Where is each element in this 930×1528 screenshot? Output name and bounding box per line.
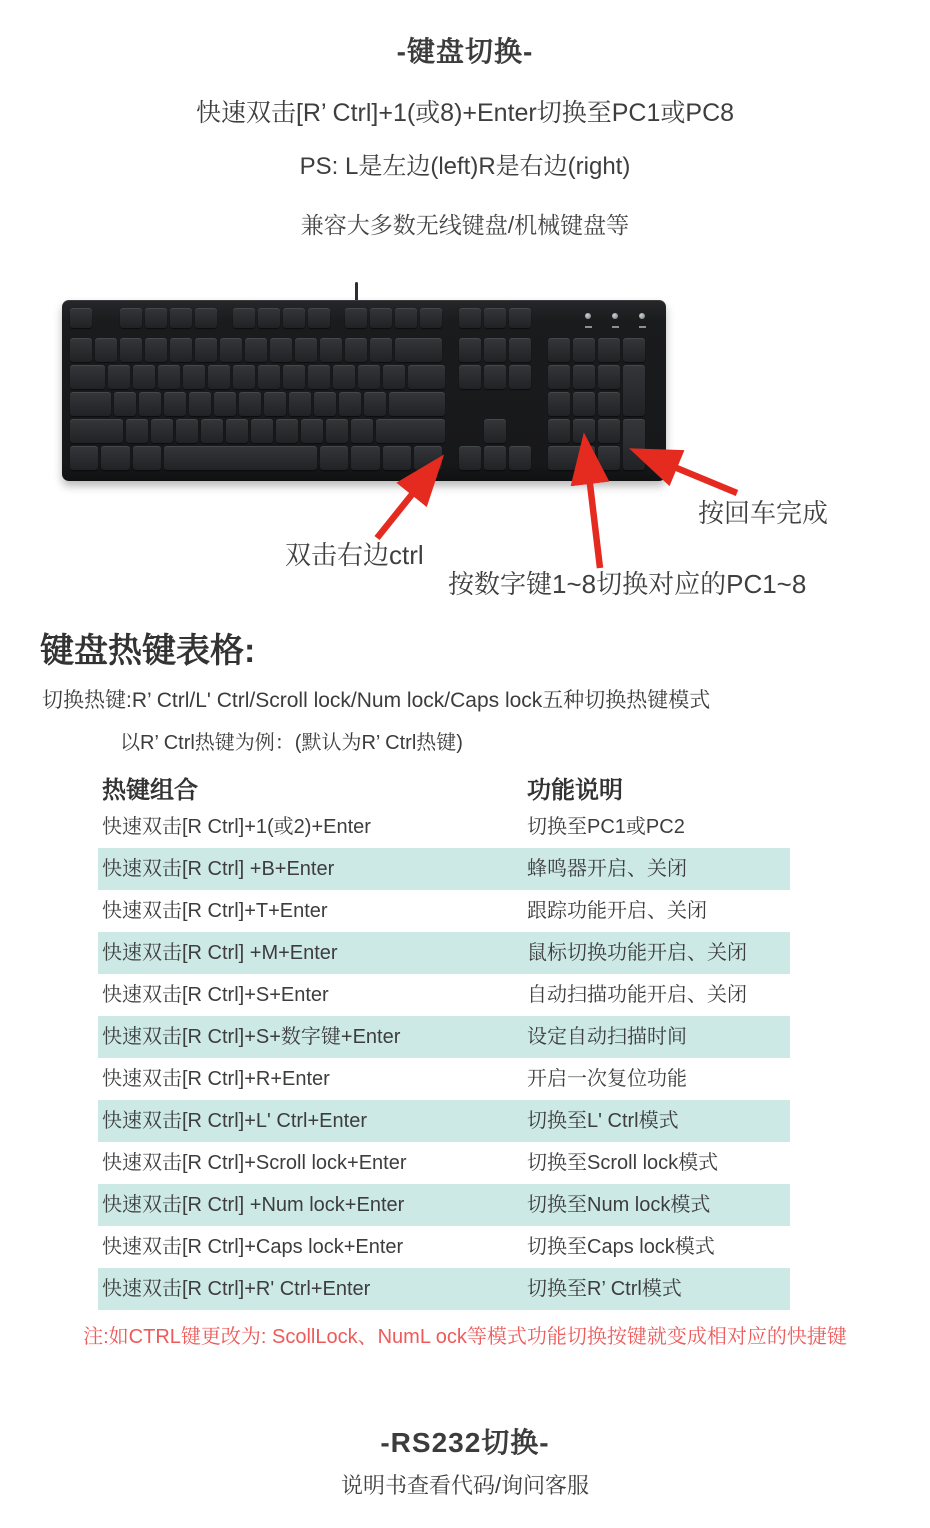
keyboard-key [164,446,317,470]
keyboard-key [258,365,280,389]
rs232-section-subtitle: 说明书查看代码/询问客服 [340,1473,590,1498]
label-double-click-right-ctrl: 双击右边ctrl [285,540,424,570]
keyboard-key [245,338,267,362]
keyboard-key [295,338,317,362]
keyboard-key [264,392,286,416]
keyboard-key [345,308,367,328]
keyboard-key [258,308,280,328]
keyboard-key [239,392,261,416]
column-header-combo: 热键组合 [102,777,198,804]
function-desc-cell: 切换至L' Ctrl模式 [527,1110,679,1132]
keyboard-key [195,308,217,328]
keyboard-key [459,338,481,362]
keyboard-key [383,365,405,389]
keyboard-key [548,419,570,443]
keyboard-key [176,419,198,443]
hotkey-combo-cell: 快速双击[R Ctrl]+S+数字键+Enter [102,1026,401,1048]
keyboard-key [208,365,230,389]
hotkey-combo-cell: 快速双击[R Ctrl] +B+Enter [102,858,335,880]
table-row [98,974,790,1016]
keyboard-key [408,365,446,389]
keyboard-key [289,392,311,416]
keyboard-key [573,419,595,443]
keyboard-key [509,446,531,470]
keyboard-key [509,308,531,328]
keyboard-key [389,392,445,416]
table-row [98,1268,790,1310]
keyboard-key [270,338,292,362]
hotkey-combo-cell: 快速双击[R Ctrl]+R' Ctrl+Enter [102,1278,371,1300]
keyboard-led-indicator [612,313,618,319]
function-desc-cell: 自动扫描功能开启、关闭 [527,984,747,1006]
keyboard-key [164,392,186,416]
page-title: -键盘切换- [396,36,534,67]
compatibility-note: 兼容大多数无线键盘/机械键盘等 [300,212,630,238]
keyboard-key [158,365,180,389]
hotkey-table [98,806,790,1310]
keyboard-key [509,338,531,362]
hotkey-combo-cell: 快速双击[R Ctrl] +Num lock+Enter [102,1194,405,1216]
keyboard-key [214,392,236,416]
function-desc-cell: 切换至Caps lock模式 [527,1236,715,1258]
keyboard-key [320,446,348,470]
hotkey-table-heading: 键盘热键表格: [40,632,256,670]
keyboard-key [364,392,386,416]
keyboard-led-indicator [639,313,645,319]
rs232-section-title: -RS232切换- [380,1427,550,1458]
keyboard-key [414,446,442,470]
keyboard-key [623,365,645,416]
keyboard-key [326,419,348,443]
hotkey-example-line: 以R’ Ctrl热键为例：(默认为R’ Ctrl热键) [120,732,463,754]
table-row [98,1184,790,1226]
function-desc-cell: 跟踪功能开启、关闭 [527,900,707,922]
keyboard-key [484,365,506,389]
table-row [98,1226,790,1268]
keyboard-key [70,392,111,416]
keyboard-key [95,338,117,362]
keyboard-key [108,365,130,389]
keyboard-key [548,338,570,362]
keyboard-key [70,365,105,389]
keyboard-key [233,308,255,328]
hotkey-combo-cell: 快速双击[R Ctrl]+Scroll lock+Enter [102,1152,407,1174]
function-desc-cell: 切换至Scroll lock模式 [527,1152,719,1174]
column-header-function: 功能说明 [527,777,623,804]
keyboard-key [70,308,92,328]
keyboard-key [395,338,442,362]
table-row [98,1016,790,1058]
keyboard-illustration [62,300,666,481]
keyboard-key [370,308,392,328]
table-row [98,806,790,848]
keyboard-key [70,419,123,443]
keyboard-key [233,365,255,389]
keyboard-key [420,308,442,328]
hotkey-combo-cell: 快速双击[R Ctrl] +M+Enter [102,942,338,964]
function-desc-cell: 开启一次复位功能 [527,1068,687,1090]
keyboard-key [484,338,506,362]
keyboard-key [598,392,620,416]
keyboard-led-label [639,326,646,328]
keyboard-key [459,308,481,328]
keyboard-key [376,419,445,443]
keyboard-key [133,365,155,389]
keyboard-key [395,308,417,328]
table-row [98,1100,790,1142]
keyboard-key [548,365,570,389]
keyboard-led-indicator [585,313,591,319]
table-row [98,1058,790,1100]
keyboard-key [120,308,142,328]
keyboard-key [70,446,98,470]
keyboard-key [623,338,645,362]
table-row [98,1142,790,1184]
keyboard-key [573,338,595,362]
keyboard-key [201,419,223,443]
ctrl-remap-note: 注:如CTRL键更改为: ScollLock、NumL ock等模式功能切换按键就变成相对应的快捷键 [83,1326,847,1348]
keyboard-key [126,419,148,443]
keyboard-key [333,365,355,389]
keyboard-key [351,419,373,443]
hotkey-summary-line: 快速双击[R’ Ctrl]+1(或8)+Enter切换至PC1或PC8 [195,99,735,127]
keyboard-key [308,365,330,389]
function-desc-cell: 蜂鸣器开启、关闭 [527,858,687,880]
keyboard-key [548,446,595,470]
keyboard-key [301,419,323,443]
ps-note: PS: L是左边(left)R是右边(right) [299,153,631,180]
keyboard-key [145,308,167,328]
keyboard-key [383,446,411,470]
keyboard-key [345,338,367,362]
keyboard-key [308,308,330,328]
hotkey-combo-cell: 快速双击[R Ctrl]+R+Enter [102,1068,330,1090]
function-desc-cell: 鼠标切换功能开启、关闭 [527,942,747,964]
function-desc-cell: 设定自动扫描时间 [527,1026,687,1048]
keyboard-key [484,308,506,328]
keyboard-key [509,365,531,389]
keyboard-key [276,419,298,443]
keyboard-key [484,446,506,470]
keyboard-key [145,338,167,362]
hotkey-combo-cell: 快速双击[R Ctrl]+T+Enter [102,900,328,922]
keyboard-key [183,365,205,389]
label-press-number-keys: 按数字键1~8切换对应的PC1~8 [448,569,807,599]
keyboard-key [314,392,336,416]
keyboard-key [548,392,570,416]
keyboard-key [170,338,192,362]
keyboard-key [226,419,248,443]
keyboard-key [598,446,620,470]
keyboard-key [358,365,380,389]
keyboard-led-label [585,326,592,328]
table-row [98,890,790,932]
function-desc-cell: 切换至Num lock模式 [527,1194,711,1216]
keyboard-key [151,419,173,443]
keyboard-cable [355,282,358,302]
hotkey-combo-cell: 快速双击[R Ctrl]+L' Ctrl+Enter [102,1110,367,1132]
keyboard-key [598,365,620,389]
table-row [98,848,790,890]
keyboard-key [283,308,305,328]
keyboard-key [351,446,379,470]
table-row [98,932,790,974]
hotkey-combo-cell: 快速双击[R Ctrl]+S+Enter [102,984,329,1006]
keyboard-key [195,338,217,362]
keyboard-key [114,392,136,416]
keyboard-led-label [612,326,619,328]
keyboard-key [220,338,242,362]
keyboard-key [459,365,481,389]
keyboard-key [339,392,361,416]
keyboard-key [120,338,142,362]
keyboard-key [283,365,305,389]
function-desc-cell: 切换至PC1或PC2 [527,816,685,838]
label-press-enter: 按回车完成 [698,498,829,528]
keyboard-key [251,419,273,443]
keyboard-key [573,365,595,389]
keyboard-key [170,308,192,328]
keyboard-key [598,338,620,362]
keyboard-key [133,446,161,470]
keyboard-key [484,419,506,443]
keyboard-key [573,392,595,416]
keyboard-key [623,419,645,470]
keyboard-key [370,338,392,362]
keyboard-key [320,338,342,362]
hotkey-combo-cell: 快速双击[R Ctrl]+1(或2)+Enter [102,816,371,838]
keyboard-key [139,392,161,416]
keyboard-key [189,392,211,416]
hotkey-combo-cell: 快速双击[R Ctrl]+Caps lock+Enter [102,1236,404,1258]
keyboard-key [459,446,481,470]
function-desc-cell: 切换至R’ Ctrl模式 [527,1278,682,1300]
keyboard-key [70,338,92,362]
hotkey-modes-line: 切换热键:R’ Ctrl/L' Ctrl/Scroll lock/Num lock/Caps lock五种切换热键模式 [42,689,711,712]
table-header-row [98,770,790,805]
keyboard-key [101,446,129,470]
keyboard-key [598,419,620,443]
